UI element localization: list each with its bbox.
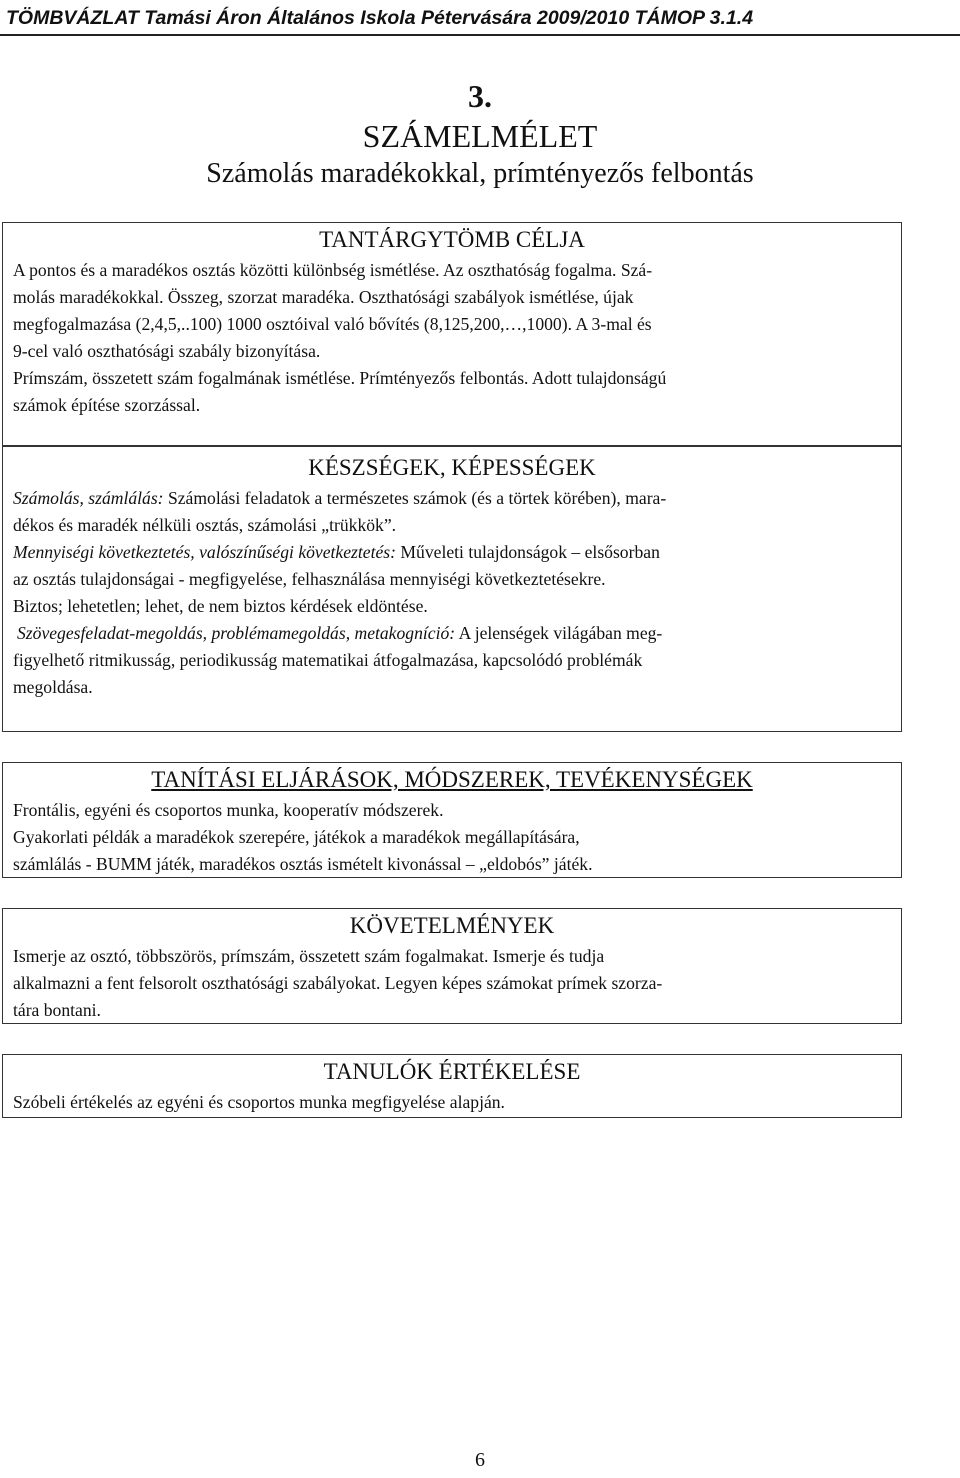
evaluation-line: Szóbeli értékelés az egyéni és csoportos munka megfigyelése alapján. [13, 1092, 505, 1112]
skill-label: Számolás, számlálás: [13, 488, 164, 508]
goal-line: megfogalmazása (2,4,5,..100) 1000 osztóival való bővítés (8,125,200,…,1000). A 3-mal és [13, 314, 652, 334]
skill-label: Mennyiségi következtetés, valószínűségi következtetés: [13, 542, 396, 562]
skill-label: Szövegesfeladat-megoldás, problémamegoldás, metakogníció: [17, 623, 456, 643]
chapter-subtitle: Számolás maradékokkal, prímtényezős felbontás [206, 158, 754, 189]
skills-heading: KÉSZSÉGEK, KÉPESSÉGEK [308, 455, 596, 480]
skill-text: Számolási feladatok a természetes számok (és a törtek körében), mara- [163, 488, 667, 508]
skill-text: figyelhető ritmikusság, periodikusság matematikai átfogalmazása, kapcsolódó problémák [13, 650, 643, 670]
goal-line: 9-cel való oszthatósági szabály bizonyítása. [13, 341, 321, 361]
title-block [0, 76, 960, 192]
evaluation-box [2, 1054, 902, 1118]
skill-text: megoldása. [13, 677, 93, 697]
evaluation-heading: TANULÓK ÉRTÉKELÉSE [323, 1059, 581, 1084]
methods-box [2, 762, 902, 878]
methods-line: számlálás - BUMM játék, maradékos osztás ismételt kivonással – „eldobós” játék. [13, 854, 593, 874]
skill-text: Biztos; lehetetlen; lehet, de nem biztos kérdések eldöntése. [13, 596, 428, 616]
methods-heading: TANÍTÁSI ELJÁRÁSOK, MÓDSZEREK, TEVÉKENYSÉGEK [151, 767, 753, 792]
goal-line: számok építése szorzással. [13, 395, 201, 415]
skills-paragraph-1 [13, 485, 891, 512]
skills-paragraph-2 [13, 539, 891, 566]
running-header: TÖMBVÁZLAT Tamási Áron Általános Iskola Pétervására 2009/2010 TÁMOP 3.1.4 [0, 0, 960, 36]
goal-line: A pontos és a maradékos osztás közötti különbség ismétlése. Az oszthatóság fogalma. Szá- [13, 260, 653, 280]
skill-text: Műveleti tulajdonságok – elsősorban [396, 542, 660, 562]
chapter-number: 3. [468, 78, 492, 114]
skill-text: dékos és maradék nélküli osztás, számolási „trükkök”. [13, 515, 397, 535]
chapter-title: SZÁMELMÉLET [362, 118, 598, 154]
goal-line: Prímszám, összetett szám fogalmának ismétlése. Prímtényezős felbontás. Adott tulajdonságú [13, 368, 667, 388]
goal-box [2, 222, 902, 446]
skill-text: az osztás tulajdonságai - megfigyelése, felhasználása mennyiségi következtetésekre. [13, 569, 606, 589]
requirements-heading: KÖVETELMÉNYEK [349, 913, 555, 938]
methods-line: Gyakorlati példák a maradékok szerepére, játékok a maradékok megállapítására, [13, 827, 580, 847]
requirements-line: Ismerje az osztó, többszörös, prímszám, összetett szám fogalmakat. Ismerje és tudja [13, 946, 605, 966]
goal-heading: TANTÁRGYTÖMB CÉLJA [319, 227, 585, 252]
requirements-box [2, 908, 902, 1024]
requirements-line: tára bontani. [13, 1000, 101, 1020]
requirements-line: alkalmazni a fent felsorolt oszthatósági szabályokat. Legyen képes számokat prímek szorza- [13, 973, 663, 993]
skills-box [2, 446, 902, 732]
skill-text: A jelenségek világában meg- [455, 623, 663, 643]
methods-line: Frontális, egyéni és csoportos munka, kooperatív módszerek. [13, 800, 444, 820]
page-number: 6 [475, 1449, 485, 1471]
goal-line: molás maradékokkal. Összeg, szorzat maradéka. Oszthatósági szabályok ismétlése, újak [13, 287, 634, 307]
skills-paragraph-3 [13, 620, 891, 647]
